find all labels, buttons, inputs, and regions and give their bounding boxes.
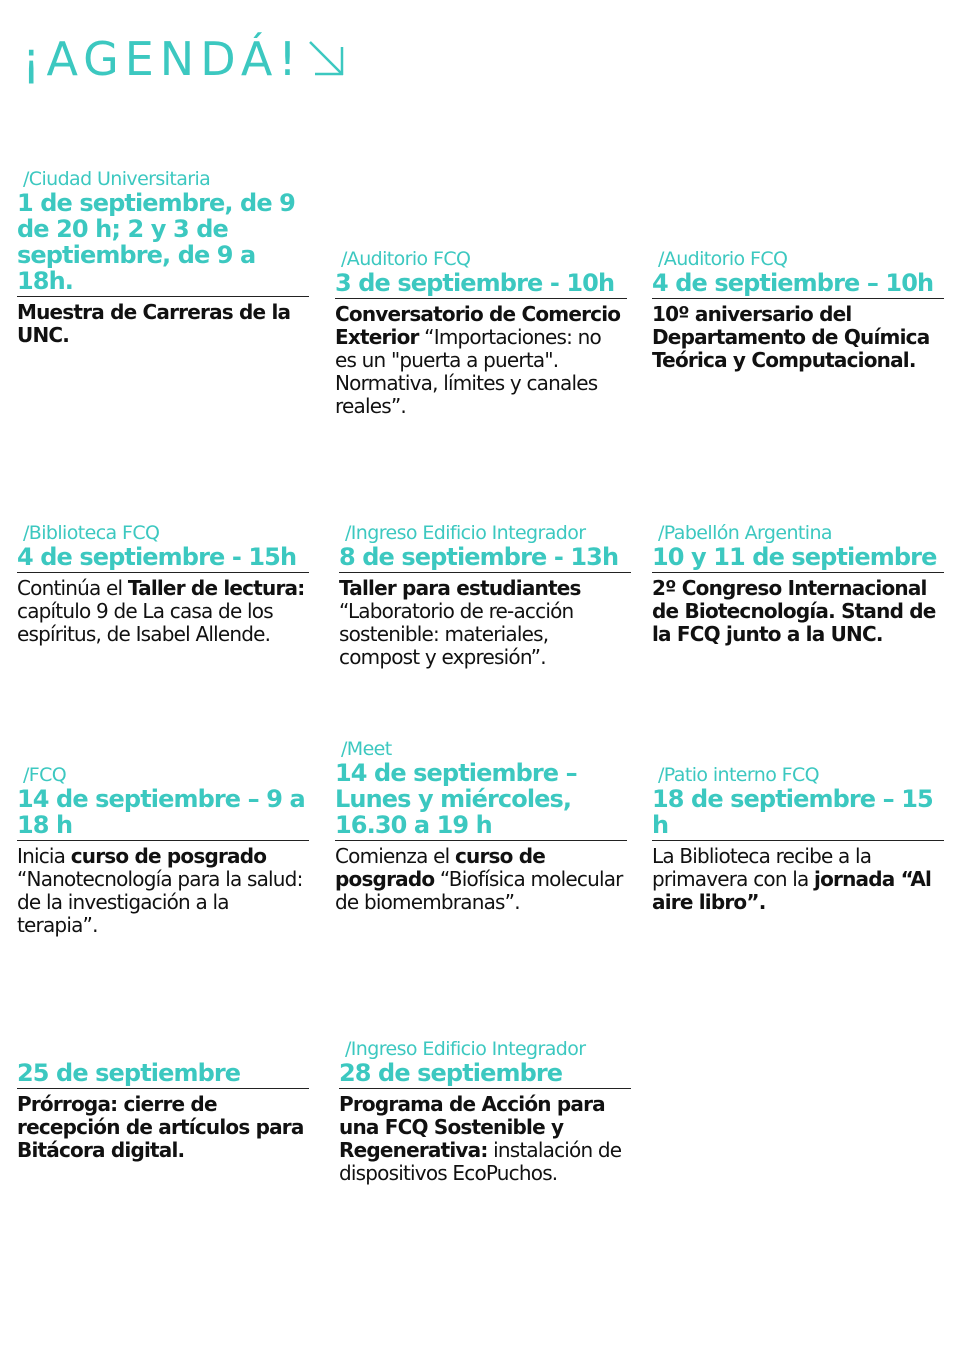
- event-date: 14 de septiembre – Lunes y miércoles, 16.30 a 19 h: [335, 759, 577, 839]
- event-date: 18 de septiembre – 15 h: [652, 785, 933, 839]
- event-description: Programa de Acción para una FCQ Sostenible y Regenerativa: instalación de dispositivos EcoPuchos.: [339, 1092, 622, 1185]
- event-description: Prórroga: cierre de recepción de artículos para Bitácora digital.: [17, 1092, 304, 1162]
- event-date: 10 y 11 de septiembre: [652, 543, 937, 571]
- event-description: Conversatorio de Comercio Exterior “Importaciones: no es un "puerta a puerta". Normativa, límites y canales reales”.: [335, 302, 621, 418]
- event-description: Continúa el Taller de lectura: capítulo 9 de La casa de los espíritus, de Isabel Allende.: [17, 576, 305, 646]
- event-location: /Patio interno FCQ: [658, 764, 820, 786]
- event-date: 28 de septiembre: [339, 1059, 563, 1087]
- page-title-text: ¡AGENDÁ!: [22, 32, 303, 86]
- event-location: /FCQ: [23, 764, 67, 786]
- divider: [339, 1088, 631, 1089]
- event-location: /Meet: [341, 738, 392, 760]
- event-date: 1 de septiembre, de 9 de 20 h; 2 y 3 de septiembre, de 9 a 18h.: [17, 189, 295, 295]
- divider: [339, 572, 631, 573]
- event-description: 10º aniversario del Departamento de Química Teórica y Computacional.: [652, 302, 930, 372]
- divider: [17, 572, 309, 573]
- page-title: [22, 32, 347, 86]
- event-description: Comienza el curso de posgrado “Biofísica molecular de biomembranas”.: [335, 844, 623, 914]
- divider: [652, 298, 944, 299]
- event-card: [652, 248, 944, 372]
- event-card: [339, 522, 631, 669]
- event-date: 3 de septiembre - 10h: [335, 269, 615, 297]
- event-location: /Ciudad Universitaria: [23, 168, 211, 190]
- event-location: /Ingreso Edificio Integrador: [345, 1038, 586, 1060]
- event-card: [17, 168, 309, 347]
- event-location: /Pabellón Argentina: [658, 522, 832, 544]
- event-location: /Biblioteca FCQ: [23, 522, 160, 544]
- divider: [652, 572, 944, 573]
- event-card: [339, 1038, 631, 1185]
- event-description: Taller para estudiantes “Laboratorio de re-acción sostenible: materiales, compost y expresión”.: [339, 576, 581, 669]
- event-description: Inicia curso de posgrado “Nanotecnología para la salud: de la investigación a la terapia”.: [17, 844, 303, 937]
- event-card: [652, 522, 944, 646]
- event-description: 2º Congreso Internacional de Biotecnología. Stand de la FCQ junto a la UNC.: [652, 576, 936, 646]
- event-location: /Ingreso Edificio Integrador: [345, 522, 586, 544]
- divider: [335, 840, 627, 841]
- event-date: 14 de septiembre – 9 a 18 h: [17, 785, 305, 839]
- event-date: 8 de septiembre - 13h: [339, 543, 619, 571]
- event-card: [17, 764, 309, 937]
- divider: [17, 296, 309, 297]
- event-location: [17, 1038, 309, 1060]
- divider: [335, 298, 627, 299]
- event-description: La Biblioteca recibe a la primavera con la jornada “Al aire libro”.: [652, 844, 932, 914]
- arrow-down-right-icon: [307, 39, 347, 79]
- event-card: [17, 522, 309, 646]
- event-date: 4 de septiembre - 15h: [17, 543, 297, 571]
- event-location: /Auditorio FCQ: [658, 248, 788, 270]
- event-card: [17, 1038, 309, 1162]
- divider: [652, 840, 944, 841]
- event-location: /Auditorio FCQ: [341, 248, 471, 270]
- event-date: 4 de septiembre – 10h: [652, 269, 934, 297]
- divider: [17, 840, 309, 841]
- event-date: 25 de septiembre: [17, 1059, 241, 1087]
- divider: [17, 1088, 309, 1089]
- event-card: [335, 738, 627, 914]
- event-card: [652, 764, 944, 914]
- event-card: [335, 248, 627, 418]
- event-description: Muestra de Carreras de la UNC.: [17, 300, 291, 347]
